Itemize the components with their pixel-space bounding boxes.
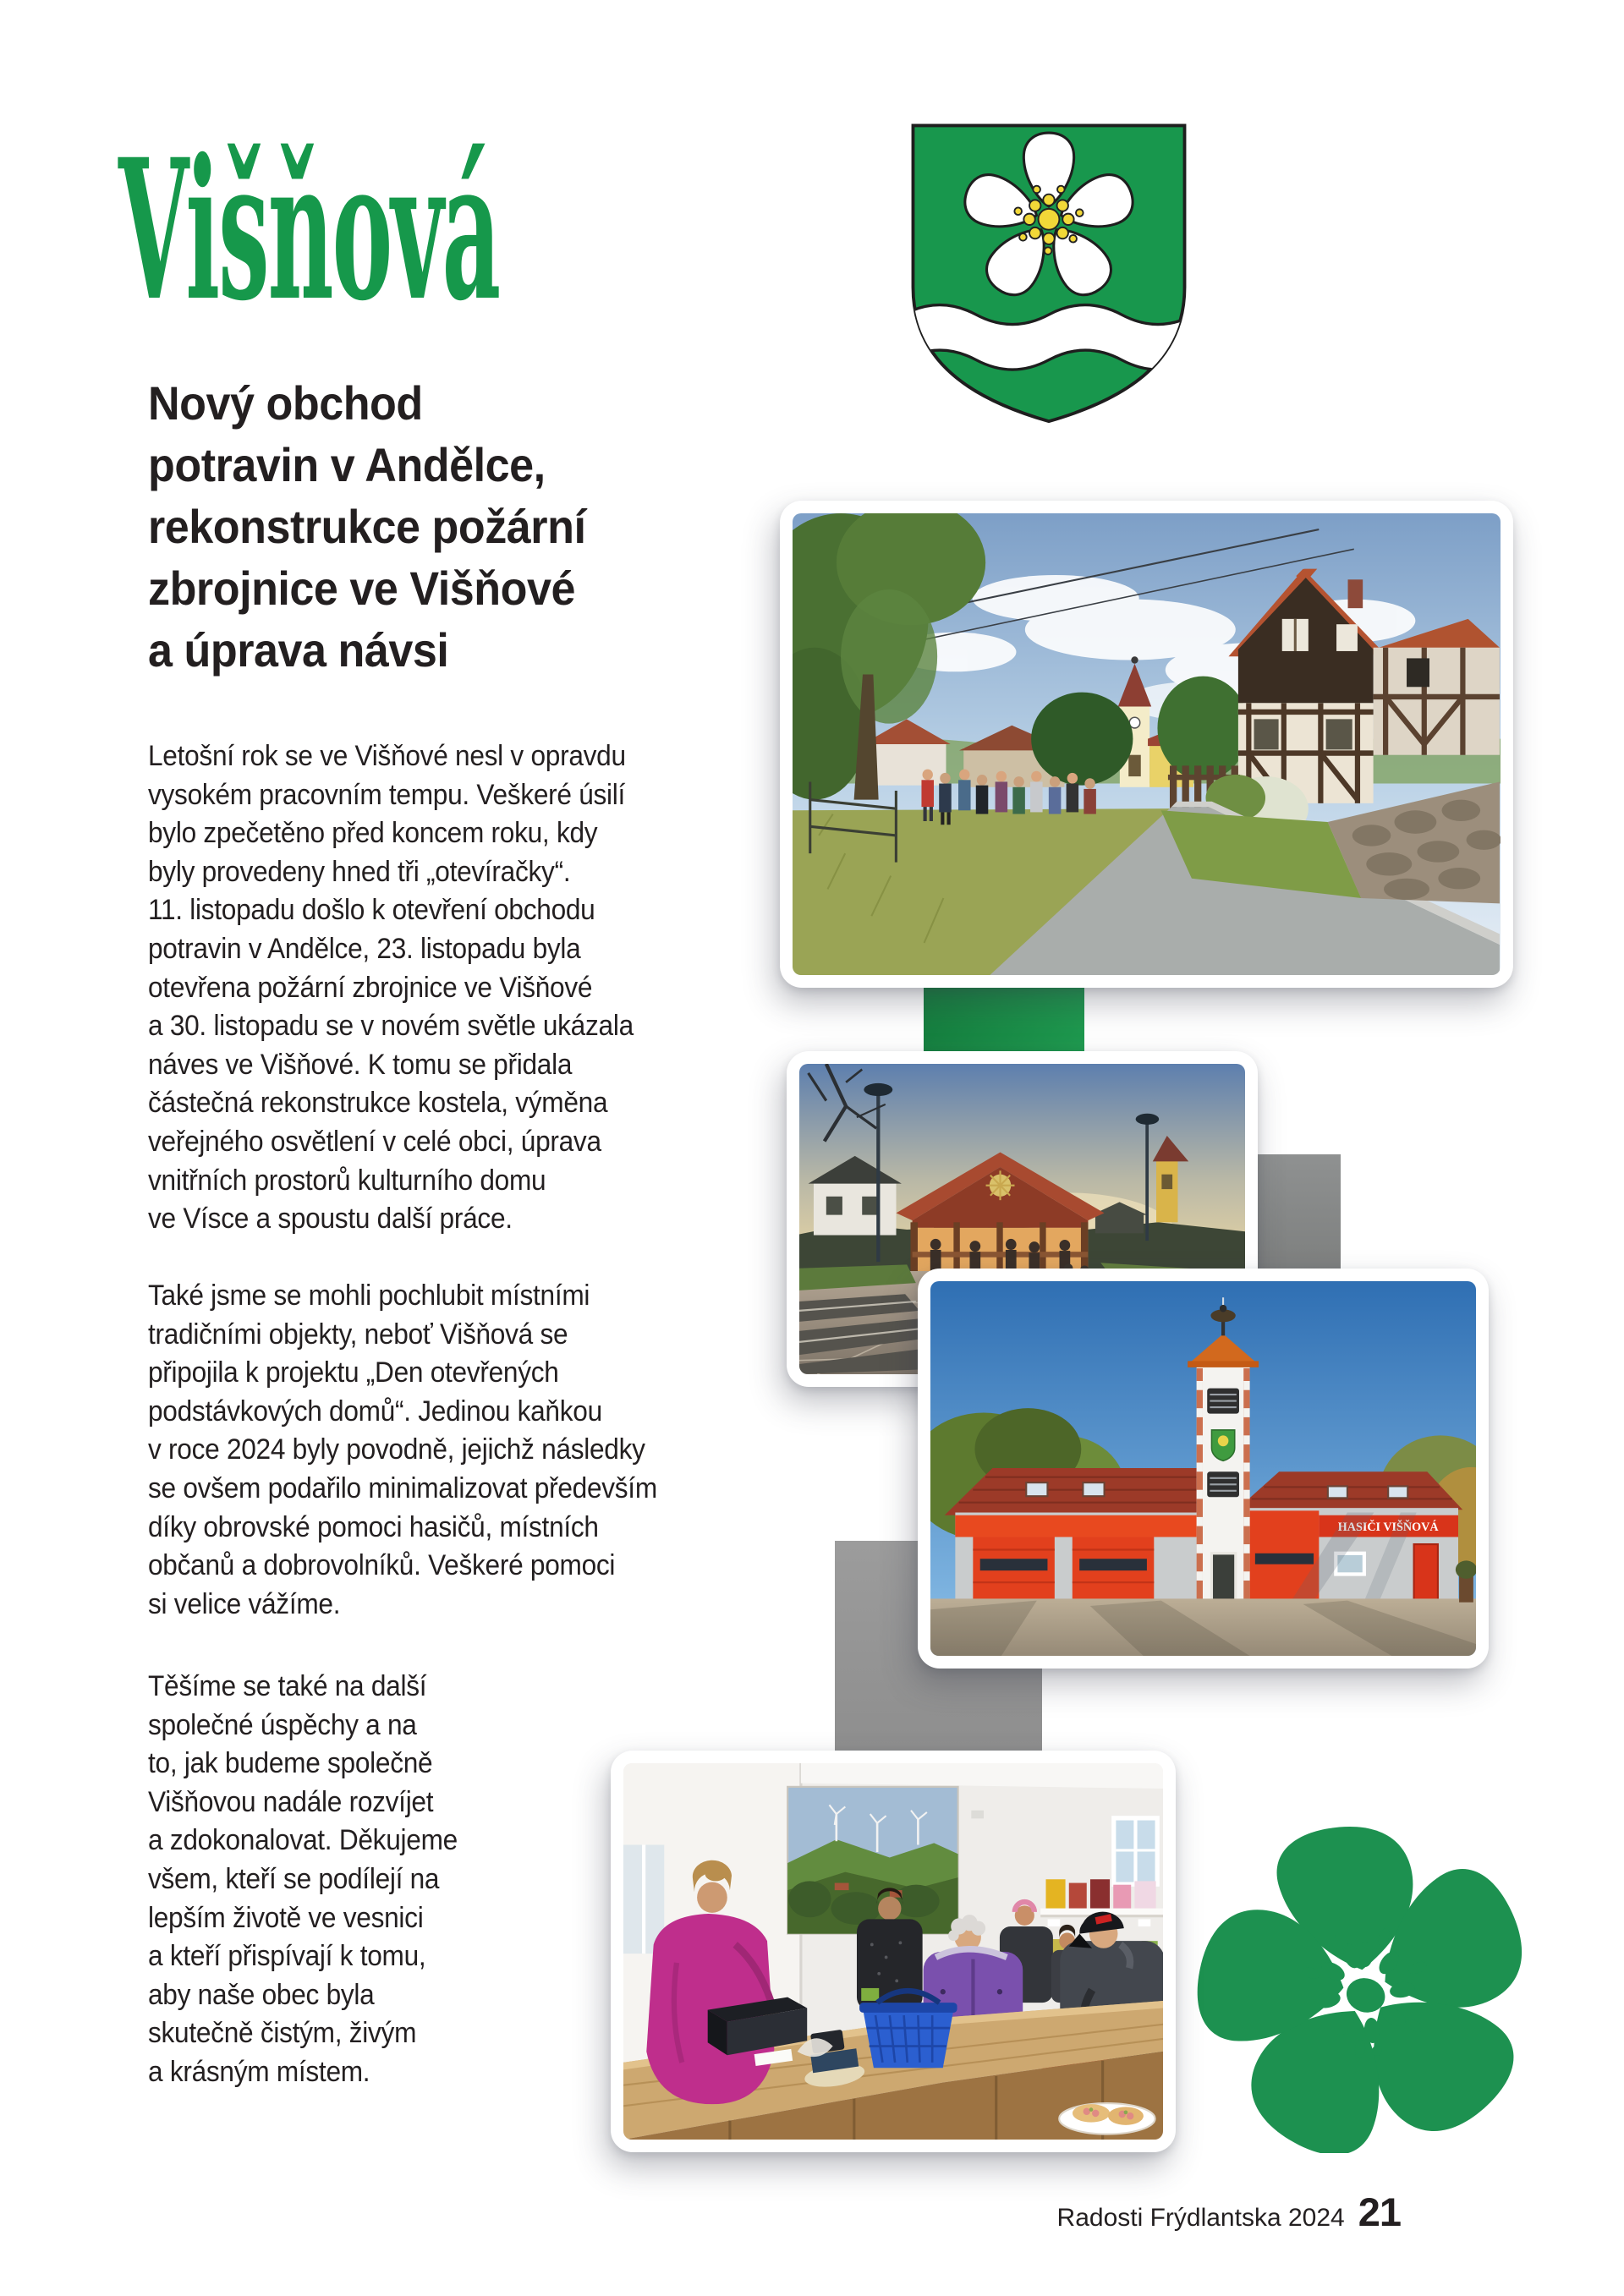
fire-station-photo-image (930, 1281, 1476, 1656)
footer-publication: Radosti Frýdlantska 2024 (1056, 2204, 1345, 2232)
coat-of-arms (903, 116, 1194, 431)
decor-flower (1191, 1800, 1539, 2153)
landscape-poster (787, 1787, 957, 1934)
shop-window (1111, 1816, 1160, 1887)
cherry-blossom-icon (1191, 1800, 1539, 2153)
village-street-photo-image (793, 513, 1501, 975)
photo-shop-interior (611, 1751, 1176, 2152)
photo-fire-station (918, 1269, 1489, 1669)
footer-page-number: 21 (1358, 2189, 1401, 2234)
paragraph-2: Také jsme se mohli pochlubit místními tradičními objekty, neboť Višňová se připojila k projektu „Den otevřených podstávkových domů“. Jedinou kaňkou v roce 2024 byly povodně, jejichž následky se ovšem podařilo minimalizovat především díky obrovské pomoci hasičů, místních občanů a dobrovolníků. Veškeré pomoci si velice vážíme. (148, 1280, 657, 1620)
fire-station-sign-text: HASIČI VIŠŇOVÁ (1337, 1520, 1439, 1535)
page-title: Višňová (118, 117, 500, 343)
paragraph-1: Letošní rok se ve Višňové nesl v opravdu vysokém pracovním tempu. Veškeré úsilí bylo zpečetěno před koncem roku, kdy byly provedeny hned tři „otevíračky“. 11. listopadu došlo k otevření obchodu potravin v Andělce, 23. listopadu byla otevřena požární zbrojnice ve Višňové a 30. listopadu se v novém světle ukázala náves ve Višňové. K tomu se přidala částečná rekonstrukce kostela, výměna veřejného osvětlení v celé obci, úprava vnitřních prostorů kulturního domu ve Vísce a spoustu další práce. (148, 740, 634, 1236)
shop-interior-photo-image (623, 1763, 1163, 2140)
photo-village-street (780, 501, 1513, 988)
coat-of-arms-shield-icon (903, 116, 1194, 431)
footer (0, 2189, 1401, 2235)
sandwich-plate (1059, 2103, 1155, 2134)
paragraph-3: Těšíme se také na další společné úspěchy a na to, jak budeme společně Višňovou nadále rozvíjet a zdokonalovat. Děkujeme všem, kteří se podílejí na lepším životě ve vesnici a kteří přispívají k tomu, aby naše obec byla skutečně čistým, živým a krásným místem. (148, 1670, 458, 2088)
article-heading: Nový obchod potravin v Andělce, rekonstrukce požární zbrojnice ve Višňové a úprava návsi (148, 376, 586, 677)
tower-coat-of-arms (1211, 1430, 1234, 1460)
